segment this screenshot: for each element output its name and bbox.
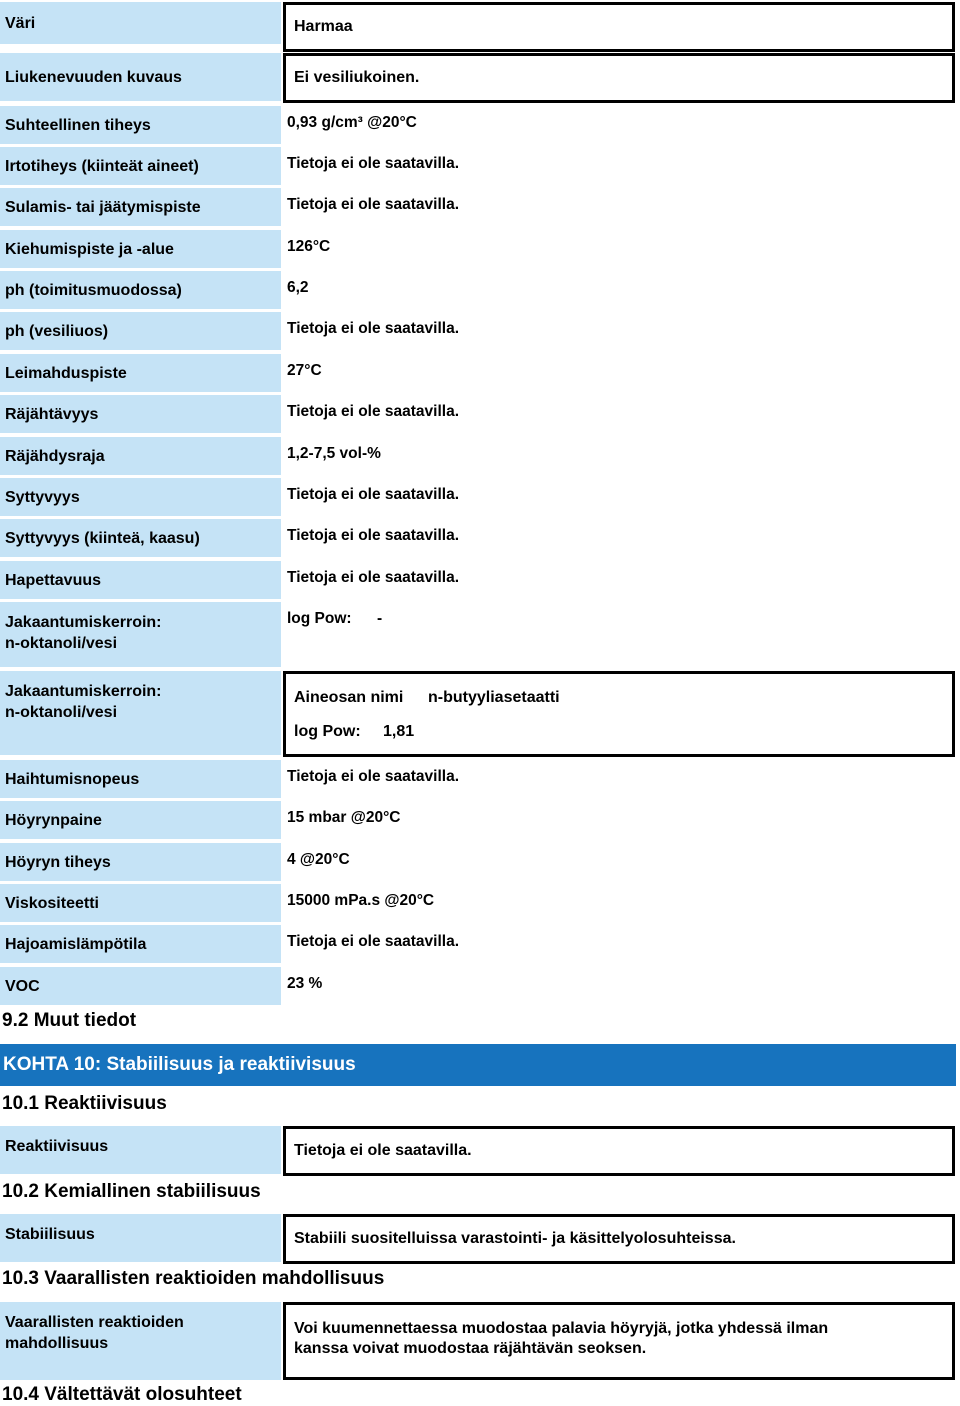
log-pow-value: - — [377, 610, 383, 627]
label-vapour-pressure: Höyrynpaine — [0, 801, 281, 839]
label-color: Väri — [0, 2, 281, 44]
label-boiling-point: Kiehumispiste ja -alue — [0, 230, 281, 268]
component-pow-key: log Pow: — [294, 723, 361, 740]
log-pow-key: log Pow: — [287, 610, 352, 627]
value-partition-coefficient — [287, 602, 960, 636]
component-name-key: Aineosan nimi — [294, 689, 404, 706]
component-name-value: n-butyyliasetaatti — [428, 689, 560, 706]
component-pow-row — [294, 722, 414, 742]
label-ph-delivered: ph (toimitusmuodossa) — [0, 271, 281, 309]
label-explosion-limit: Räjähdysraja — [0, 437, 281, 475]
label-oxidizing: Hapettavuus — [0, 561, 281, 599]
label-stability: Stabiilisuus — [0, 1214, 281, 1262]
label-melting-point: Sulamis- tai jäätymispiste — [0, 188, 281, 226]
value-flammability: Tietoja ei ole saatavilla. — [287, 486, 460, 503]
value-evaporation-rate: Tietoja ei ole saatavilla. — [287, 768, 460, 785]
value-flammability-solid-gas: Tietoja ei ole saatavilla. — [287, 527, 460, 544]
hazardous-label-line2: mahdollisuus — [5, 1335, 109, 1352]
section-10-banner: KOHTA 10: Stabiilisuus ja reaktiivisuus — [0, 1044, 956, 1086]
label-explosivity: Räjähtävyys — [0, 395, 281, 433]
value-ph-delivered: 6,2 — [287, 279, 309, 296]
value-vapour-pressure: 15 mbar @20°C — [287, 809, 401, 826]
value-color: Harmaa — [283, 2, 955, 52]
value-oxidizing: Tietoja ei ole saatavilla. — [287, 569, 460, 586]
value-ph-solution: Tietoja ei ole saatavilla. — [287, 320, 460, 337]
heading-9-2: 9.2 Muut tiedot — [2, 1010, 137, 1031]
label-evaporation-rate: Haihtumisnopeus — [0, 760, 281, 798]
value-hazardous-reactions — [283, 1302, 955, 1380]
value-solubility: Ei vesiliukoinen. — [283, 53, 955, 103]
value-decomposition-temp: Tietoja ei ole saatavilla. — [287, 933, 460, 950]
component-pow-value: 1,81 — [383, 723, 415, 740]
label-flammability-solid-gas: Syttyvyys (kiinteä, kaasu) — [0, 519, 281, 557]
label-decomposition-temp: Hajoamislämpötila — [0, 925, 281, 963]
partition2-label-line1: Jakaantumiskerroin: — [5, 683, 162, 700]
value-vapour-density: 4 @20°C — [287, 851, 350, 868]
component-name-row — [294, 688, 560, 722]
label-partition-coefficient — [0, 602, 281, 667]
value-explosion-limit: 1,2-7,5 vol-% — [287, 445, 381, 462]
label-solubility: Liukenevuuden kuvaus — [0, 53, 281, 101]
hazardous-label-line1: Vaarallisten reaktioiden — [5, 1314, 184, 1331]
partition2-label-line2: n-oktanoli/vesi — [5, 704, 118, 721]
value-viscosity: 15000 mPa.s @20°C — [287, 892, 435, 909]
value-reactivity: Tietoja ei ole saatavilla. — [283, 1126, 955, 1176]
value-stability: Stabiili suositelluissa varastointi- ja käsittelyolosuhteissa. — [283, 1214, 955, 1264]
label-flash-point: Leimahduspiste — [0, 354, 281, 392]
label-bulk-density: Irtotiheys (kiinteät aineet) — [0, 147, 281, 185]
label-ph-solution: ph (vesiliuos) — [0, 312, 281, 350]
label-partition-coefficient-2 — [0, 671, 281, 755]
label-viscosity: Viskositeetti — [0, 884, 281, 922]
partition-component-box — [283, 671, 955, 757]
label-relative-density: Suhteellinen tiheys — [0, 106, 281, 144]
label-vapour-density: Höyryn tiheys — [0, 843, 281, 881]
heading-10-3: 10.3 Vaarallisten reaktioiden mahdollisuus — [2, 1268, 385, 1289]
label-hazardous-reactions — [0, 1302, 281, 1380]
value-flash-point: 27°C — [287, 362, 322, 379]
heading-10-1: 10.1 Reaktiivisuus — [2, 1093, 167, 1114]
heading-10-4: 10.4 Vältettävät olosuhteet — [2, 1384, 242, 1405]
value-relative-density: 0,93 g/cm³ @20°C — [287, 114, 417, 131]
hazardous-value-line1: Voi kuumennettaessa muodostaa palavia höyryjä, jotka yhdessä ilman — [294, 1320, 829, 1337]
value-explosivity: Tietoja ei ole saatavilla. — [287, 403, 460, 420]
value-voc: 23 % — [287, 975, 323, 992]
label-reactivity: Reaktiivisuus — [0, 1126, 281, 1174]
value-bulk-density: Tietoja ei ole saatavilla. — [287, 155, 460, 172]
label-flammability: Syttyvyys — [0, 478, 281, 516]
value-boiling-point: 126°C — [287, 238, 331, 255]
label-voc: VOC — [0, 967, 281, 1005]
hazardous-value-line2: kanssa voivat muodostaa räjähtävän seoksen. — [294, 1340, 647, 1357]
heading-10-2: 10.2 Kemiallinen stabiilisuus — [2, 1181, 261, 1202]
partition-label-line2: n-oktanoli/vesi — [5, 635, 118, 652]
partition-label-line1: Jakaantumiskerroin: — [5, 614, 162, 631]
value-melting-point: Tietoja ei ole saatavilla. — [287, 196, 460, 213]
